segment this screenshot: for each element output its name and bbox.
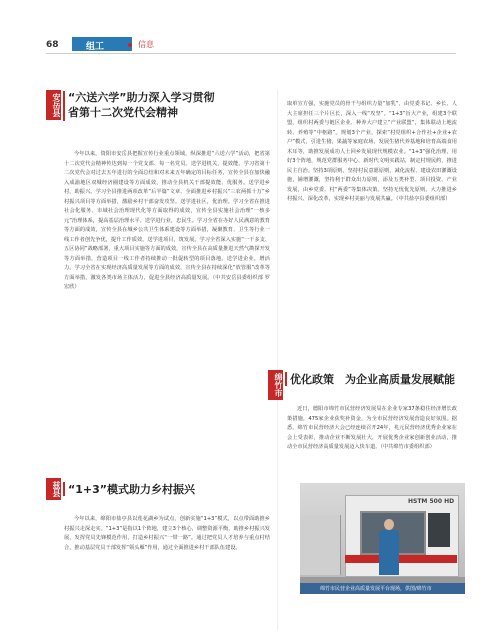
photo-worker-head bbox=[384, 519, 394, 530]
article3-title: 优化政策 为企业高质量发展赋能 bbox=[290, 373, 455, 386]
header-divider bbox=[46, 53, 456, 54]
article2-body: 今年以来，绵阳市盐亭县以莲花湖乡为试点，创新实施“1+3”模式，以点带面助推乡村振兴走深走实。“1+3”是指以1个阵地，建立3个核心，调整资源平衡，助推乡村振兴发展，发挥党员先锋模范作用，打造乡村振兴“一带一路”。通过把党员人才培养与重点村结合，推动基层党员干部发挥“领头雁”作用，通过全面推进乡村干部队伍建设。 bbox=[64, 516, 270, 551]
article3-title-bar bbox=[285, 372, 287, 386]
photo-caption: 绵竹市民营企业高质量发展平台现场，供图/绵竹市 bbox=[320, 586, 432, 592]
subsection-label: 信息 bbox=[138, 40, 154, 49]
article1-body: 今年以来，资阳市安岳县把握宣传行业重点领域，纵深推进“六送六学”活动，把省第十二次党代会精神传达到每一个党支部、每一名党员。送学进机关，提效能。学习省第十二次党代会对过去五年进行的全面总结和对未来五年确定的目标任务，宣传全县在加快融入成渝地区双城经济圈建设等方面成效，推动全县机关干部提效能、优服务。送学进乡村，助振兴。学习全县推进两项改革“后半篇”文章、全面推进乡村振兴“三农两抓十万”乡村振兴项目等方面举措，激励乡村干部奋发攻坚。送学进社区，优治理。学习全省在推进社会化服务、市域社会治理现代化等方面取得的成效，宣传全县实施社会治理“一核多元”治理体系，提高基层治理水平。送学进行业，忠民生。学习全省在办好人民满意的教育等方面的成效，宣传全县在城乡公共卫生体系建设等方面举措，凝聚教育、卫生等行业一线工作者创先争优，提升工作质效。送学进项目，筑发展。学习全省深入实施“一干多支、五区协同”战略部署，重大项目实施等方面的成效，宣传全县在高质量推进天然气勘探开发等方面举措，营造项目一线工作者持续推动一批促转型的项目落地。送学进企业，增活力。学习全省在实现经济高质量发展等方面的成效，宣传全县在持续深化“放管服”改革等方面举措，激发各类市场主体活力，促进全县经济高质量发展。（中共安岳县委组织部 罗宏欣） bbox=[64, 151, 270, 290]
article3-body: 近日，德阳市绵竹市民营经济发展局在企业专家37条稳住经济增长政策措施，475家企业获奖补资金，为全市民营经济发展营造良好氛围。据悉，绵竹市民营经济大会已经连续召开24年，兆元民营经济优秀企业家在会上受表彰，推动企业不断发展壮大，开展优秀企业家创新创业活动，推动全市民营经济高质量发展迈入快车道。（中共绵竹市委组织部） bbox=[287, 406, 457, 450]
article1-title-line2: 省第十二次党代会精神 bbox=[68, 106, 178, 119]
page-header bbox=[0, 0, 503, 60]
article1-title bbox=[68, 90, 278, 120]
article1-title-line1: “六送六学”助力深入学习贯彻 bbox=[68, 91, 215, 104]
article2-title-bar bbox=[63, 482, 65, 496]
section-label: 组工 bbox=[86, 42, 105, 52]
factory-photo bbox=[300, 483, 465, 594]
page-number: 68 bbox=[46, 40, 59, 50]
article2-body-continued: 取单宣方强，实施党员的骨干与组织力量“加乳”，由党委书记、乡长、人大主席担任三个片区长，深入一线“攻坚”。“1+3”旨大产业，组建3个联盟，组织村两委与链区企业、种养大户建立“产业联盟”，集体联动上地流转、养殖等“中枢路”。规划3个产业，探索“村党组织+合作社+企业+农户”模式，引进生猪、果蔬等家庭农场，发展生猪代养基地和培育高端食用木耳等，助推发展成功人士回乡发展现代规模农业。“1+3”强化治理，用好3个阵地，规范党群服务中心、新时代文明实践站，制定村规民约，推进民主自治。坚持3项原则，坚持村民意愿原则，减化流程、建设农田灌溉设施，铺增灌溉，坚持利于群众出力原则，添及五类补型、项目投资、产业发展，由乡党委、村“两委”等集体决策。坚持无忧优先原则，大力推进乡村振兴、深化改革，实现乡村美丽与发展共赢。（中共盐亭县委组织部） bbox=[287, 101, 457, 202]
photo-control-panel bbox=[428, 513, 450, 547]
article1-region-tag: 安岳县 bbox=[46, 90, 61, 120]
photo-machine-label: HSTM 500 HD bbox=[408, 498, 455, 505]
bullet-dot-icon bbox=[128, 43, 132, 47]
column-divider bbox=[277, 90, 278, 630]
article3-region-tag: 绵竹市 bbox=[268, 370, 283, 400]
article2-title: “1+3”模式助力乡村振兴 bbox=[68, 483, 195, 496]
article2-region-tag: 兹县 bbox=[46, 478, 61, 500]
photo-machine-stripe bbox=[345, 555, 457, 563]
photo-left-machine bbox=[300, 515, 341, 575]
photo-worker-body bbox=[379, 530, 399, 575]
article1-title-bar bbox=[63, 91, 65, 121]
